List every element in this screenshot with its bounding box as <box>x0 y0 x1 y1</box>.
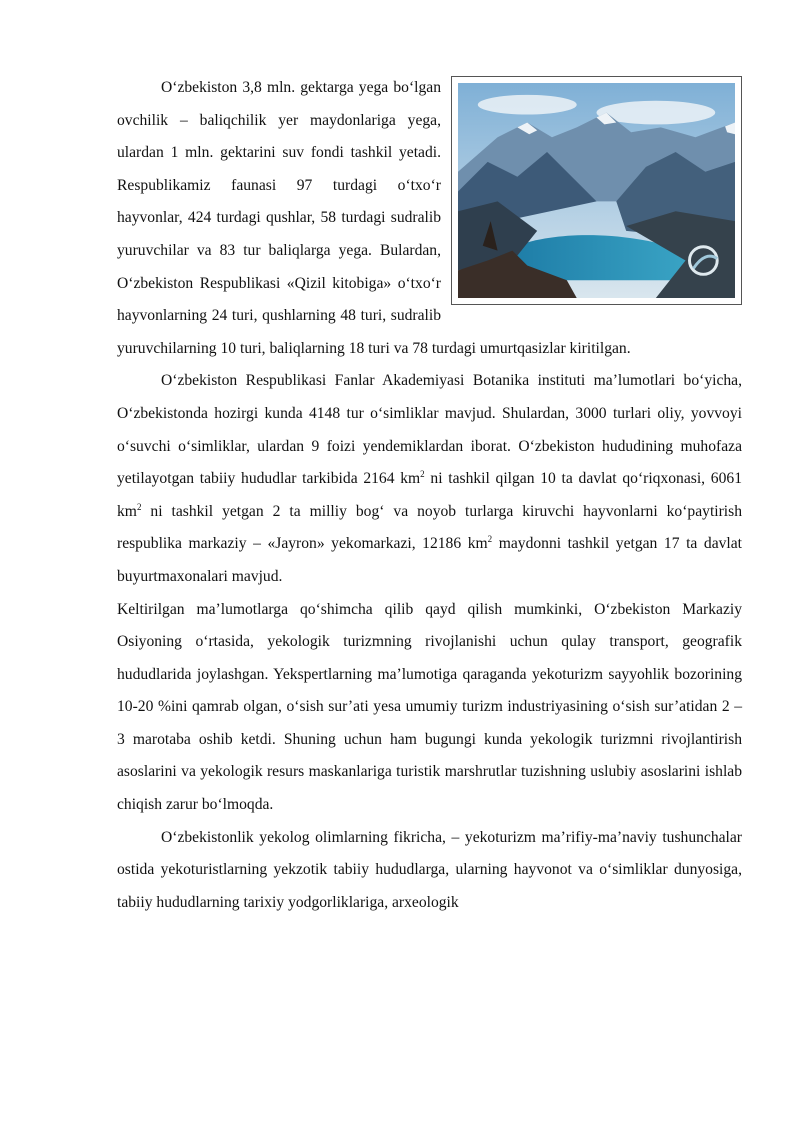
flora-text-b: ni tashkil qilgan 10 ta davlat qo‘riqxonasi, 6061 km <box>117 470 742 520</box>
km-sup-2: 2 <box>136 501 142 512</box>
flora-text-d: maydonni tashkil yetgan 17 ta davlat buyurtmaxonalari mavjud. <box>117 535 742 585</box>
paragraph-ecotourism: Keltirilgan ma’lumotlarga qo‘shimcha qilib qayd qilish mumkinki, O‘zbekiston Markaziy Osiyoning o‘rtasida, yekologik turizmning rivojlanishi uchun qulay transport, geografik hududlarida joylashgan. Yekspertlarning ma’lumotiga qaraganda yekoturizm sayyohlik bozorining 10-20 %ini qamrab olgan, o‘sish sur’ati yesa umumiy turizm industriyasining o‘sish sur’atidan 2 – 3 marotaba oshib ketdi. Shuning uchun ham bugungi kunda yekologik turizmni rivojlantirish asoslarini va yekologik resurs maskanlariga turistik marshrutlar tuzishning uslubiy asoslarini ishlab chiqish zarur bo‘lmoqda. <box>117 600 742 814</box>
km-sup-1: 2 <box>420 469 425 480</box>
document-page <box>117 72 742 919</box>
mountain-lake-photo <box>451 76 742 305</box>
paragraph-ecologists: O‘zbekistonlik yekolog olimlarning fikricha, – yekoturizm ma’rifiy-ma’naviy tushunchalar ostida yekoturistlarning yekzotik tabiiy hududlarga, ularning hayvonot va o‘simliklar dunyosiga, tabiiy hududlarning tarixiy yodgorliklariga, arxeologik <box>117 828 742 911</box>
photo-icon <box>458 83 735 298</box>
paragraph-fauna: O‘zbekiston 3,8 mln. gektarga yega bo‘lgan ovchilik – baliqchilik yer maydonlariga yega, ulardan 1 mln. gektarini suv fondi tashkil yetadi. Respublikamiz faunasi 97 turdagi o‘txo‘r hayvonlar, 424 turdagi qushlar, 58 turdagi sudralib yuruvchilar va 83 tur baliqlarga yega. Bulardan, O‘zbekiston Respublikasi «Qizil kitobiga» o‘txo‘r hayvonlarning 24 turi, qushlarning 48 turi, sudralib yuruvchilarning 10 turi, baliqlarning 18 turi va 78 turdagi umurtqasizlar kiritilgan. <box>117 79 631 357</box>
flora-text-c: ni tashkil yetgan 2 ta milliy bog‘ va noyob turlarga kiruvchi hayvonlarni ko‘paytirish respublika markaziy – «Jayron» yekomarkazi, 12186 km <box>117 502 742 553</box>
paragraph-flora <box>117 365 742 593</box>
km-sup-3: 2 <box>487 534 493 545</box>
flora-text-a: O‘zbekiston Respublikasi Fanlar Akademiyasi Botanika instituti ma’lumotlari bo‘yicha, O‘zbekistonda hozirgi kunda 4148 tur o‘simliklar mavjud. Shulardan, 3000 turlari oliy, yovvoyi o‘suvchi o‘simliklar, ulardan 9 foizi yendemiklardan iborat. O‘zbekiston hududining muhofaza yetilayotgan tabiiy hududlar tarkibida 2164 km <box>117 372 742 488</box>
